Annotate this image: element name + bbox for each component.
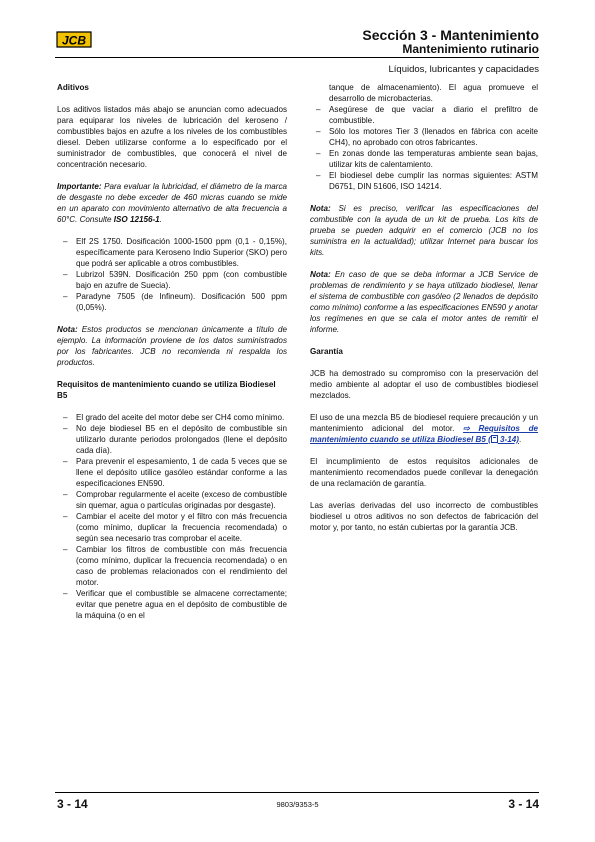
importante-note: Importante: Para evaluar la lubricidad, el diámetro de la marca de desgaste no debe exceder de 460 micras cuando se mide en un aparato con movimiento alternativo de alta frecuencia a 60°C. Consulte ISO 12156-1. <box>57 182 287 224</box>
heading-aditivos: Aditivos <box>57 83 89 92</box>
nota-productos: Nota: Estos productos se mencionan únicamente a título de ejemplo. La información proviene de los datos suministrados por los fabricantes. JCB no recomienda ni respalda los productos. <box>57 325 287 367</box>
list-item: – Lubrizol 539N. Dosificación 250 ppm (con combustible bajo en azufre de Suecia). <box>57 269 287 291</box>
requirements-list <box>57 412 287 621</box>
list-item: – Cambiar el aceite del motor y el filtro con más frecuencia (como mínimo, duplicar la frecuencia recomendada) o según sea necesario tras comprobar el aceite. <box>57 511 287 544</box>
heading-garantia: Garantía <box>310 347 343 356</box>
list-item: – Comprobar regularmente el aceite (exceso de combustible sin quemar, agua o partículas originadas por desgaste). <box>57 489 287 511</box>
list-item: – En zonas donde las temperaturas ambiente sean bajas, utilizar kits de calentamiento. <box>310 148 538 170</box>
intro-paragraph: Los aditivos listados más abajo se anuncian como adecuados para equiparar los niveles de lubricación del keroseno / combustibles bajos en azufre a los niveles de los combustibles diesel. Deben utilizarse conforme a lo especificado por el suministrador de combustibles, que conocerá el nivel de concentración necesario. <box>57 105 287 169</box>
importante-label: Importante: <box>57 182 102 191</box>
footer-divider <box>55 792 539 793</box>
list-item: – No deje biodiesel B5 en el depósito de combustible sin utilizarlo durante periodos prolongados (llene el depósito cada día). <box>57 423 287 456</box>
incumplimiento-paragraph: El incumplimiento de estos requisitos adicionales de mantenimiento recomendados puede conllevar la denegación de una reclamación de garantía. <box>310 457 538 488</box>
right-column <box>310 82 538 544</box>
left-column <box>57 82 287 632</box>
requirements-list-continued <box>310 82 538 192</box>
book-icon <box>491 435 498 443</box>
averias-paragraph: Las averías derivadas del uso incorrecto de combustibles biodiesel u otros aditivos no son defectos de fabricación del motor y, por tanto, no están cubiertas por la garantía JCB. <box>310 501 538 532</box>
additives-list <box>57 236 287 313</box>
section-title: Sección 3 - Mantenimiento <box>362 27 539 43</box>
iso-reference: ISO 12156-1 <box>113 215 160 224</box>
topic-title: Líquidos, lubricantes y capacidades <box>388 64 539 75</box>
list-item: tanque de almacenamiento). El agua promueve el desarrollo de microbacterias. <box>329 83 538 103</box>
list-item: – Para prevenir el espesamiento, 1 de cada 5 veces que se llene el depósito utilice gasóleo estándar conforme a las especificaciones EN590. <box>57 456 287 489</box>
page-number-left: 3 - 14 <box>57 797 88 811</box>
list-item: – Verificar que el combustible se almacene correctamente; evitar que penetre agua en el depósito de combustible de la máquina (o en el <box>57 588 287 621</box>
arrow-right-icon: ⇨ <box>463 424 470 433</box>
b5-paragraph: El uso de una mezcla B5 de biodiesel requiere precaución y un mantenimiento adicional del motor. ⇨ Requisitos de mantenimiento cuando se utiliza Biodiesel B5 ( 3-14). <box>310 413 539 444</box>
page-number-right: 3 - 14 <box>508 797 539 811</box>
importante-text: Para evaluar la lubricidad, el diámetro de la marca de desgaste no debe exceder de 460 micras cuando se mide en un aparato con movimiento alternativo de alta frecuencia a 60°C. Consulte <box>57 182 287 224</box>
nota-jcb-service: Nota: En caso de que se deba informar a JCB Service de problemas de rendimiento y se haya utilizado biodiesel, llenar el sistema de combustible con gasóleo (2 llenados de depósito como mínimo) conforme a las especificaciones EN590 y anotar los regímenes en que se cala el motor antes de remitir el informe. <box>310 270 538 334</box>
document-number: 9803/9353-5 <box>276 800 319 809</box>
subsection-title: Mantenimiento rutinario <box>402 42 539 56</box>
list-item: – Elf 2S 1750. Dosificación 1000-1500 ppm (0,1 - 0,15%), específicamente para Keroseno Indio Superior (SKO) pero que podrá ser aplicable a otros combustibles. <box>57 236 287 269</box>
nota-kit-prueba: Nota: Si es preciso, verificar las especificaciones del combustible con la ayuda de un kit de prueba. Los kits de prueba se pueden adquirir en el comercio (JCB no los suministra en la actualidad); utilizar Internet para buscar los kits. <box>310 204 538 257</box>
header-divider <box>55 57 539 58</box>
list-item: – Sólo los motores Tier 3 (llenados en fábrica con aceite CH4), no aprobado con otros fabricantes. <box>310 126 538 148</box>
list-item: – El grado del aceite del motor debe ser CH4 como mínimo. <box>57 412 287 423</box>
jcb-logo <box>55 30 93 49</box>
garantia-paragraph: JCB ha demostrado su compromiso con la preservación del medio ambiente al adoptar el uso de combustibles biodiesel mezclados. <box>310 369 538 400</box>
heading-requisitos: Requisitos de mantenimiento cuando se utiliza Biodiesel B5 <box>57 380 276 400</box>
list-item: – Paradyne 7505 (de Infineum). Dosificación 500 ppm (0,05%). <box>57 291 287 313</box>
list-item: – Asegúrese de que vaciar a diario el prefiltro de combustible. <box>310 104 538 126</box>
logo-text: JCB <box>61 33 87 48</box>
requisitos-cross-reference-link[interactable]: ⇨ Requisitos de mantenimiento cuando se utiliza Biodiesel B5 ( 3-14) <box>310 424 539 444</box>
list-item: – Cambiar los filtros de combustible con más frecuencia (como mínimo, duplicar la frecuencia recomendada) o en caso de problemas relacionados con el rendimiento del motor. <box>57 544 287 588</box>
list-item: – El biodiesel debe cumplir las normas siguientes: ASTM D6751, DIN 51606, ISO 14214. <box>310 170 538 192</box>
